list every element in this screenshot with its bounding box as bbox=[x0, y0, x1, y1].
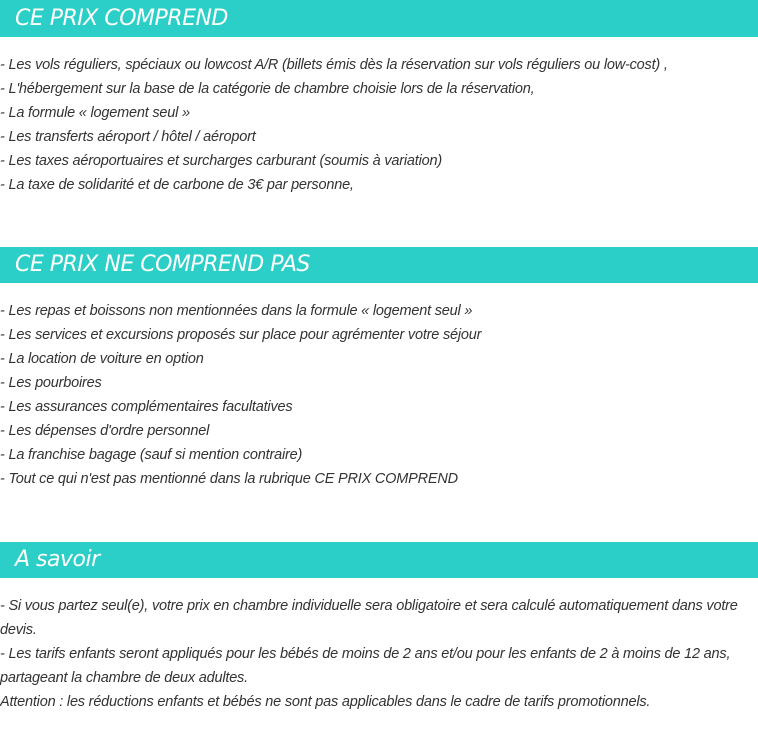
section-title: A savoir bbox=[15, 547, 100, 572]
section-not-included bbox=[0, 247, 758, 491]
paragraph: - Les tarifs enfants seront appliqués pour les bébés de moins de 2 ans et/ou pour les enfants de 2 à moins de 12 ans, partageant la chambre de deux adultes. bbox=[0, 646, 731, 686]
section-header bbox=[0, 247, 758, 283]
list-item: - Les repas et boissons non mentionnées dans la formule « logement seul » bbox=[0, 303, 473, 319]
section-header bbox=[0, 0, 758, 37]
list-item: - Les transferts aéroport / hôtel / aéroport bbox=[0, 129, 256, 145]
section-title: CE PRIX COMPREND bbox=[15, 5, 228, 31]
list-item: - L'hébergement sur la base de la catégorie de chambre choisie lors de la réservation, bbox=[0, 81, 535, 97]
list-item: - La taxe de solidarité et de carbone de 3€ par personne, bbox=[0, 177, 354, 193]
list-item: - Les vols réguliers, spéciaux ou lowcost A/R (billets émis dès la réservation sur vols réguliers ou low-cost) , bbox=[0, 57, 668, 73]
good-to-know-text bbox=[0, 594, 758, 714]
list-item: - La franchise bagage (sauf si mention contraire) bbox=[0, 447, 303, 463]
list-item: - Tout ce qui n'est pas mentionné dans la rubrique CE PRIX COMPREND bbox=[0, 471, 458, 487]
paragraph: Attention : les réductions enfants et bébés ne sont pas applicables dans le cadre de tarifs promotionnels. bbox=[0, 694, 651, 710]
section-included bbox=[0, 0, 758, 197]
section-good-to-know bbox=[0, 542, 758, 714]
list-item: - Les assurances complémentaires facultatives bbox=[0, 399, 293, 415]
section-header bbox=[0, 542, 758, 578]
section-title: CE PRIX NE COMPREND PAS bbox=[15, 252, 310, 277]
paragraph: - Si vous partez seul(e), votre prix en chambre individuelle sera obligatoire et sera calculé automatiquement dans votre devis. bbox=[0, 598, 738, 638]
list-item: - La formule « logement seul » bbox=[0, 105, 190, 121]
not-included-list bbox=[0, 299, 758, 491]
included-list bbox=[0, 53, 758, 197]
list-item: - Les taxes aéroportuaires et surcharges carburant (soumis à variation) bbox=[0, 153, 442, 169]
list-item: - Les pourboires bbox=[0, 375, 102, 391]
list-item: - La location de voiture en option bbox=[0, 351, 204, 367]
list-item: - Les services et excursions proposés sur place pour agrémenter votre séjour bbox=[0, 327, 482, 343]
list-item: - Les dépenses d'ordre personnel bbox=[0, 423, 210, 439]
